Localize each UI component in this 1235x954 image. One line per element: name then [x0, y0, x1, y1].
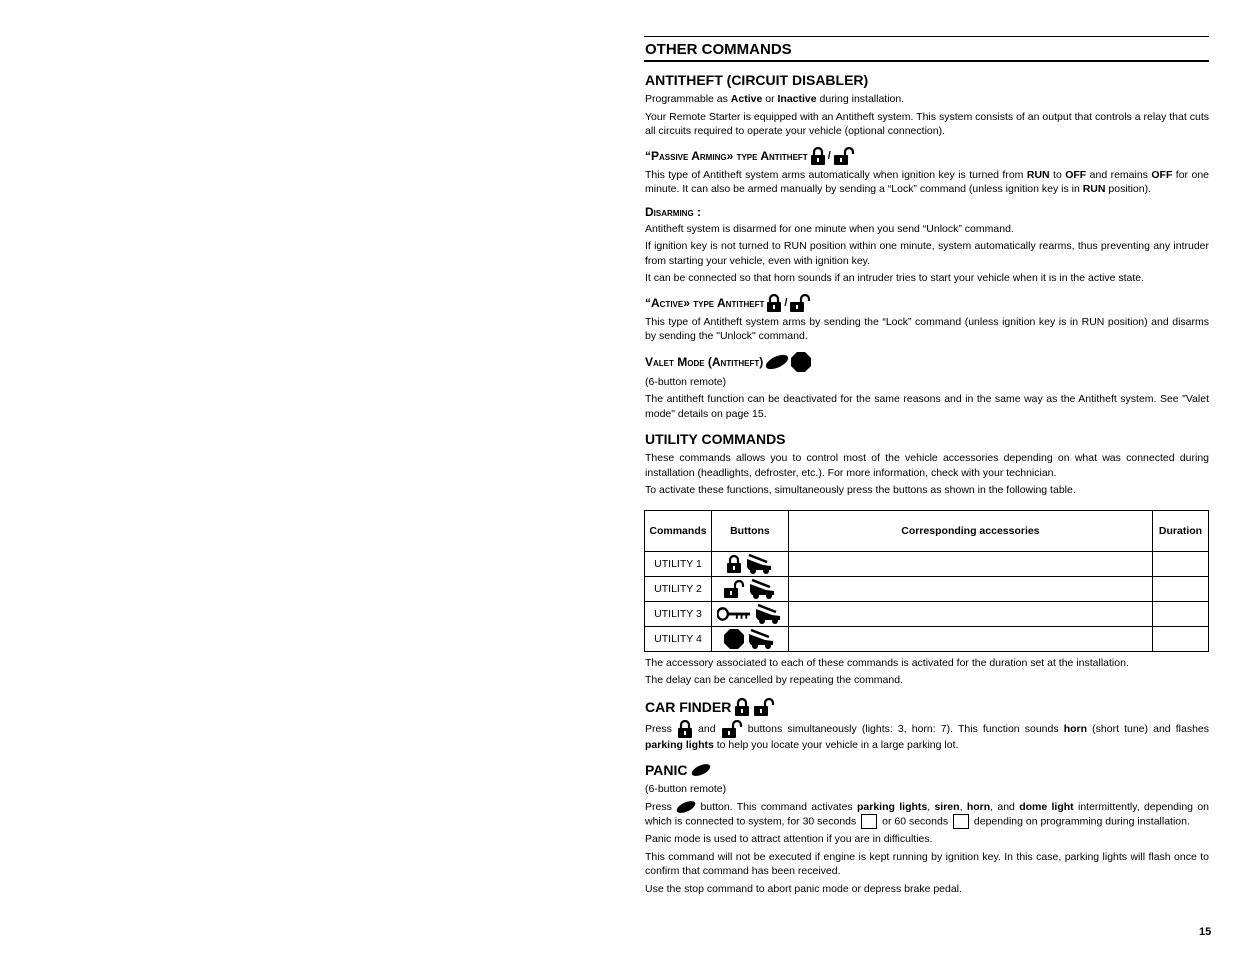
stop-icon: [724, 629, 744, 649]
panic-p4: This command will not be executed if engine is kept running by ignition key. In this case, parking lights will flash once to confirm that command has been received.: [645, 850, 1209, 877]
valet-heading: [645, 352, 1209, 372]
command-cell: UTILITY 1: [645, 551, 712, 576]
accessories-cell: [788, 551, 1152, 576]
trunk-icon: [745, 554, 773, 574]
lock-icon: [734, 698, 750, 716]
panic-p3: Panic mode is used to attract attention if you are in difficulties.: [645, 833, 933, 845]
lock-icon: [766, 294, 782, 312]
antitheft-p2: Your Remote Starter is equipped with an Antitheft system. This system consists of an output that controls a relay that cuts all circuits required to operate your vehicle (optional connection).: [645, 110, 1209, 137]
disarming-heading: [645, 205, 1209, 219]
carfinder-heading-text: CAR FINDER: [645, 698, 732, 715]
table-row: [645, 626, 1209, 651]
active-separator: /: [784, 296, 788, 309]
lock-icon: [810, 147, 826, 165]
key-icon: [717, 607, 751, 621]
valet-heading-text: Valet Mode (Antitheft): [645, 354, 764, 369]
disarming-heading-text: Disarming :: [645, 204, 701, 219]
unlock-icon: [753, 698, 775, 716]
utility-p4: The delay can be cancelled by repeating the command.: [645, 674, 903, 686]
unlock-icon: [723, 580, 745, 598]
checkbox-60-seconds[interactable]: [953, 814, 969, 829]
accessories-cell: [788, 626, 1152, 651]
utility-table: [644, 510, 1209, 652]
utility-heading: [645, 431, 1209, 447]
buttons-cell: [711, 601, 788, 626]
lock-icon: [677, 720, 693, 738]
accessories-cell: [788, 601, 1152, 626]
active-paragraph: This type of Antitheft system arms by sending the “Lock” command (unless ignition key is in RUN position) and disarms by sending the "Unlock" command.: [645, 315, 1209, 342]
oval-button-icon: [765, 354, 789, 370]
command-cell: UTILITY 3: [645, 601, 712, 626]
table-row: [645, 601, 1209, 626]
disarming-p2: If ignition key is not turned to RUN position within one minute, system automatically rearms, thus preventing any intruder from starting your vehicle, even with ignition key.: [645, 240, 1209, 267]
duration-cell: [1153, 601, 1209, 626]
utility-heading-text: UTILITY COMMANDS: [645, 431, 786, 447]
passive-separator: /: [827, 149, 831, 162]
table-row: [645, 551, 1209, 576]
buttons-cell: [711, 576, 788, 601]
passive-paragraph: This type of Antitheft system arms automatically when ignition key is turned from RUN to OFF and remains OFF for one minute. It can also be armed manually by sending a “Lock” command (unless ignition key is in RUN position).: [645, 168, 1209, 195]
lock-icon: [726, 555, 742, 573]
oval-button-icon: [676, 800, 696, 814]
oval-button-icon: [691, 763, 711, 777]
page-column: [644, 36, 1209, 899]
disarming-p3: It can be connected so that horn sounds if an intruder tries to start your vehicle when it is in the active state.: [645, 272, 1145, 284]
buttons-cell: [711, 626, 788, 651]
panic-heading-text: PANIC: [645, 762, 688, 778]
antitheft-heading-text: ANTITHEFT (CIRCUIT DISABLER): [645, 72, 869, 88]
stop-icon: [791, 352, 811, 372]
header-commands: Commands: [645, 510, 712, 551]
accessories-cell: [788, 576, 1152, 601]
panic-p5: Use the stop command to abort panic mode or depress brake pedal.: [645, 882, 962, 895]
panic-p2: Press button. This command activates parking lights, siren, horn, and dome light intermittently, depending on which is connected to system, for 30 seconds or 60 seconds depending on programming during installation.: [645, 800, 1209, 830]
antitheft-p1: Programmable as Active or Inactive during installation.: [645, 93, 905, 105]
buttons-cell: [711, 551, 788, 576]
command-cell: UTILITY 2: [645, 576, 712, 601]
active-heading-text: “Active» type Antitheft: [645, 295, 765, 310]
unlock-icon: [721, 720, 743, 738]
unlock-icon: [789, 294, 811, 312]
utility-p1: These commands allows you to control most of the vehicle accessories depending on what was connected during installation (headlights, defroster, etc.). For more information, check with your technician.: [645, 452, 1209, 479]
passive-heading-text: “Passive Arming» type Antitheft: [645, 148, 808, 163]
trunk-icon: [747, 629, 775, 649]
panic-p1: (6-button remote): [645, 783, 727, 795]
disarming-p1: Antitheft system is disarmed for one minute when you send “Unlock” command.: [645, 222, 1014, 235]
unlock-icon: [833, 147, 855, 165]
active-heading: [645, 294, 1209, 312]
valet-p1: (6-button remote): [645, 375, 727, 388]
header-buttons: Buttons: [711, 510, 788, 551]
page-title: OTHER COMMANDS: [644, 37, 1209, 62]
utility-p3: The accessory associated to each of these commands is activated for the duration set at the installation.: [645, 656, 1129, 669]
antitheft-heading: [645, 72, 1209, 88]
header-duration: Duration: [1153, 510, 1209, 551]
trunk-icon: [754, 604, 782, 624]
table-row: [645, 576, 1209, 601]
checkbox-30-seconds[interactable]: [861, 814, 877, 829]
duration-cell: [1153, 576, 1209, 601]
carfinder-paragraph: Press and buttons simultaneously (lights: 3, horn: 7). This function sounds horn (short tune) and flashes parking lights to help you locate your vehicle in a large parking lot.: [645, 720, 1209, 753]
duration-cell: [1153, 626, 1209, 651]
valet-p2: The antitheft function can be deactivated for the same reasons and in the same way as the Antitheft system. See "Valet mode" details on page 15.: [645, 393, 1209, 420]
panic-heading: [645, 762, 1209, 778]
carfinder-heading: [645, 698, 1209, 716]
header-accessories: Corresponding accessories: [788, 510, 1152, 551]
command-cell: UTILITY 4: [645, 626, 712, 651]
duration-cell: [1153, 551, 1209, 576]
utility-p2: To activate these functions, simultaneously press the buttons as shown in the following table.: [645, 484, 1076, 496]
passive-heading: [645, 147, 1209, 165]
page-number: 15: [1199, 926, 1212, 938]
trunk-icon: [748, 579, 776, 599]
table-header-row: [645, 510, 1209, 551]
